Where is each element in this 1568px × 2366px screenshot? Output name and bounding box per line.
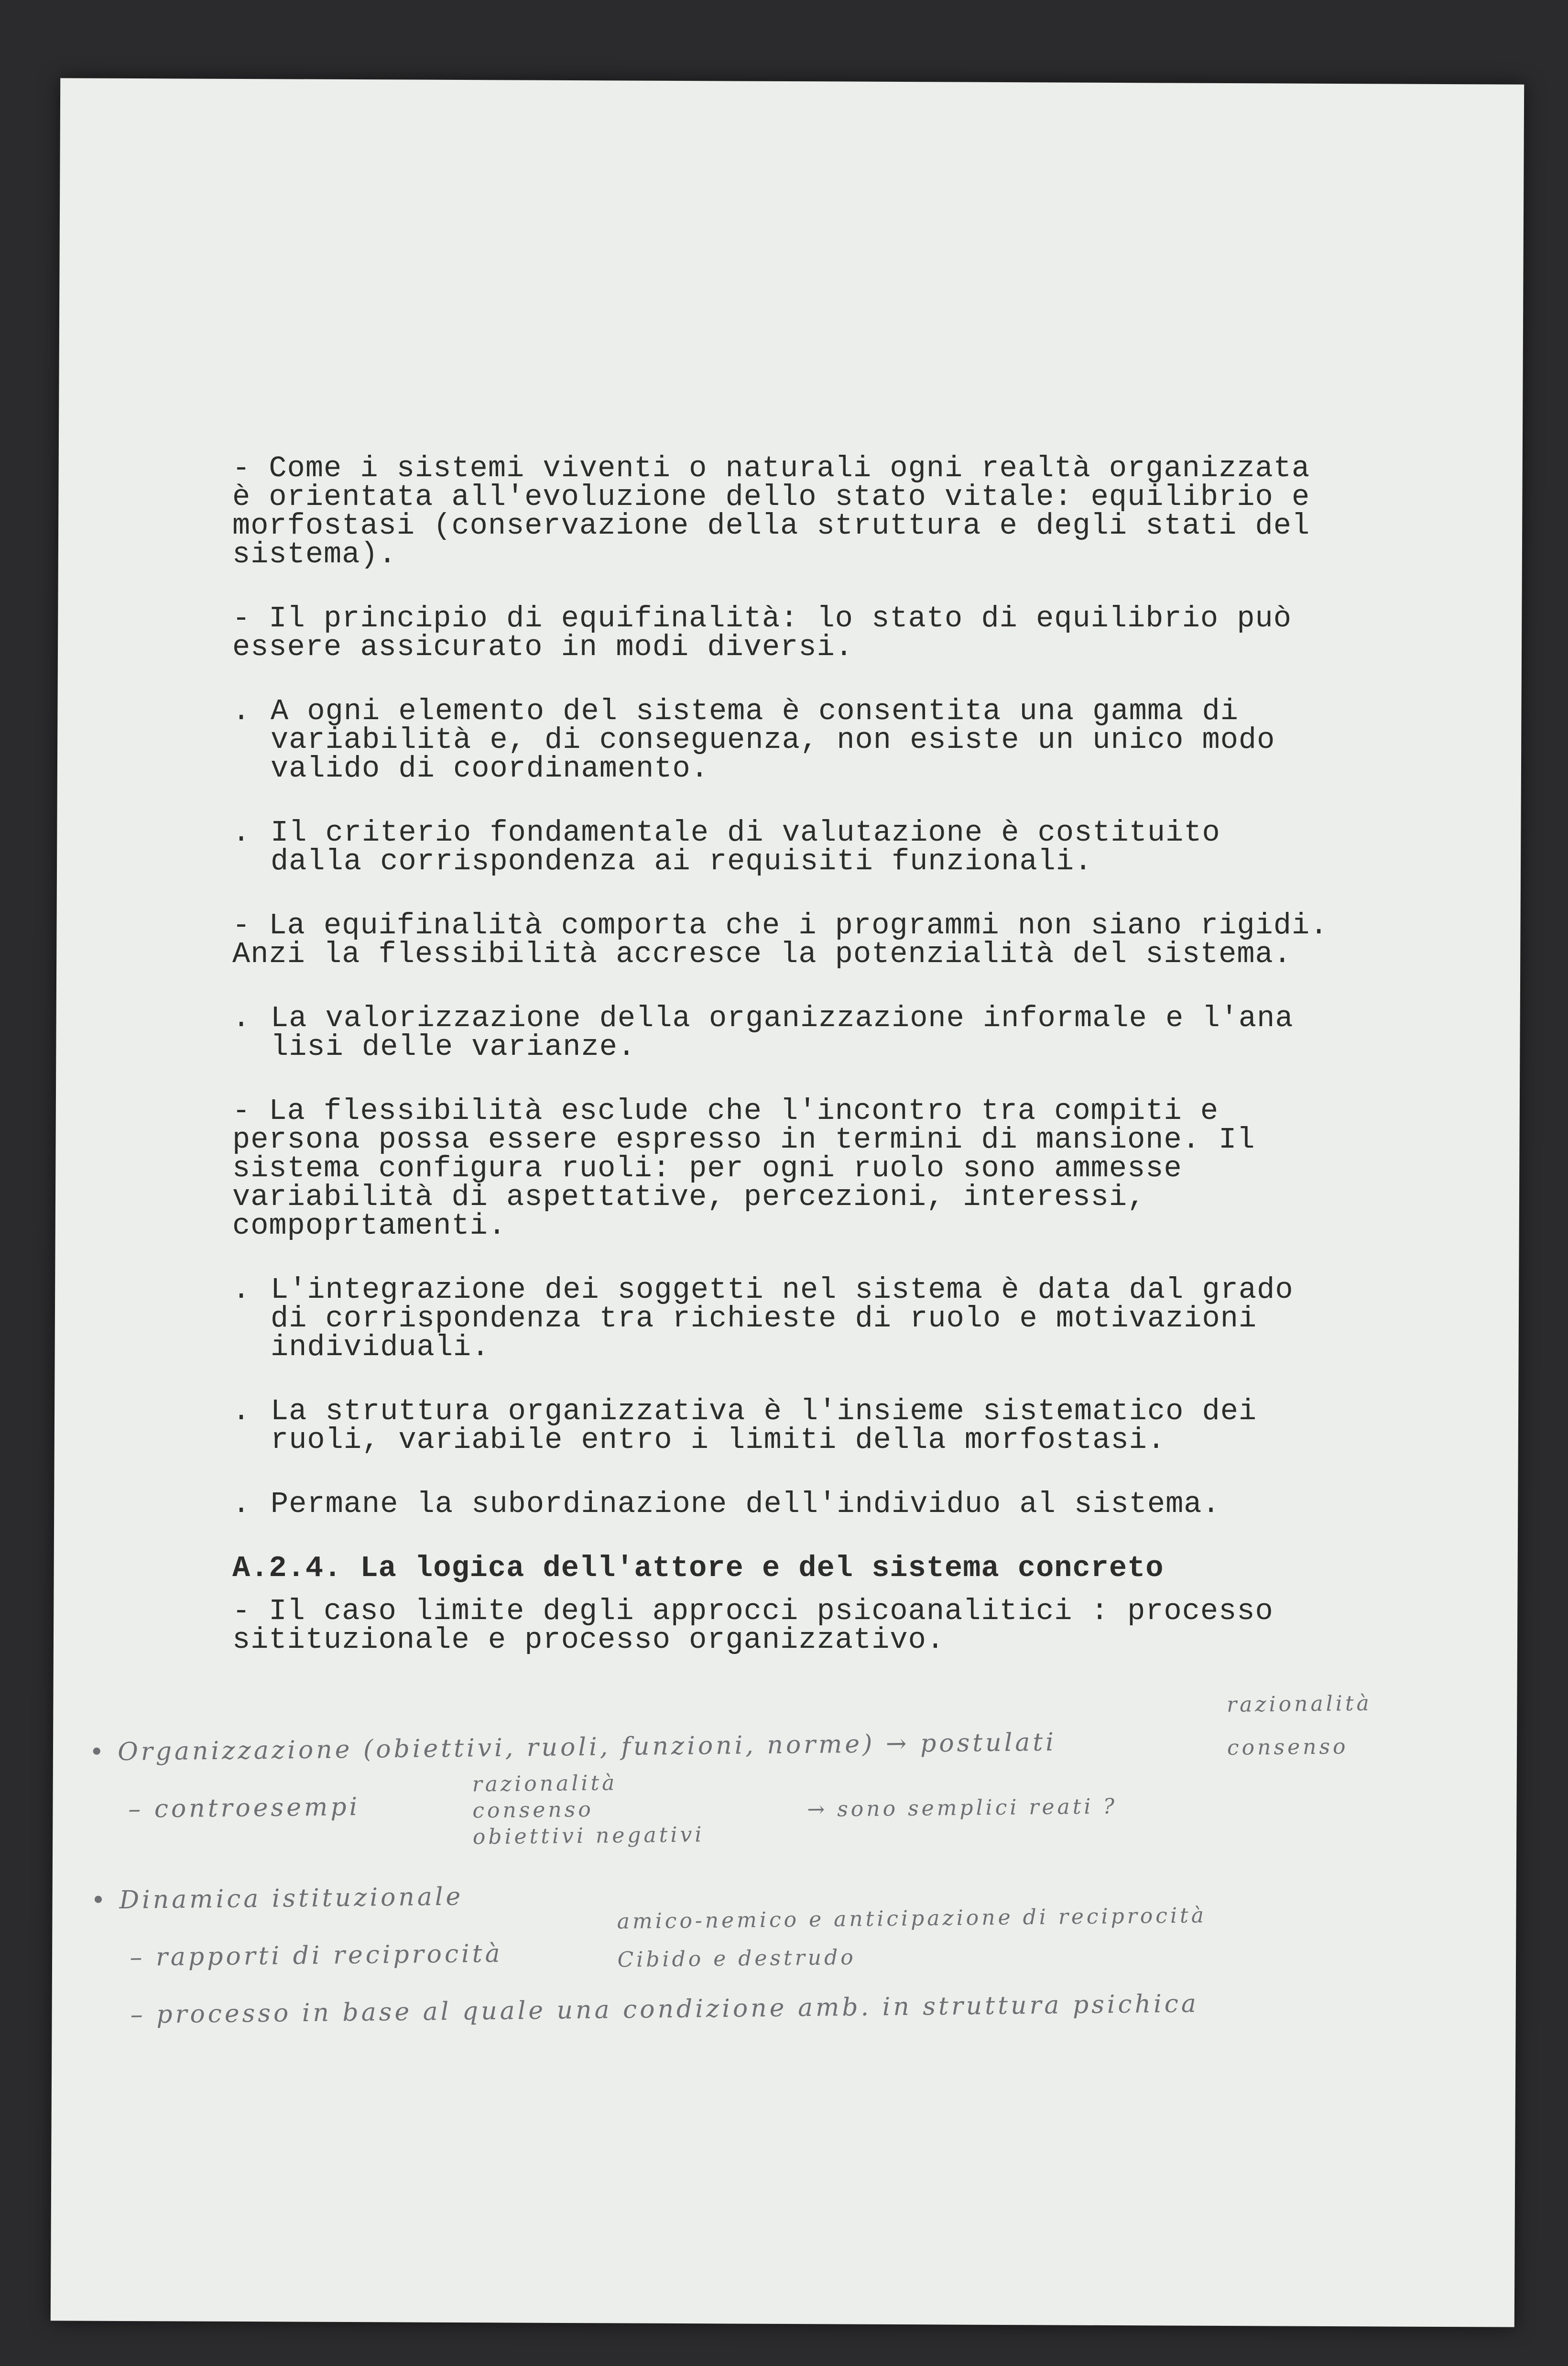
bullet-5-text: La struttura organizzativa è l'insieme sistematico dei ruoli, variabile entro i limiti della morfostasi. (271, 1394, 1257, 1457)
bullet-dot: . (232, 1273, 251, 1307)
hand-line-2-c: obiettivi negativi (472, 1822, 705, 1850)
bullet-1-text: A ogni elemento del sistema è consentita una gamma di variabilità e, di conseguenza, non esiste un unico modo valido di coordinamento. (271, 694, 1275, 786)
bullet-4-text: L'integrazione dei soggetti nel sistema è data dal grado di corrispondenza tra richieste di ruolo e motivazioni individuali. (271, 1273, 1294, 1364)
paragraph-3: - La equifinalità comporta che i programmi non siano rigidi. Anzi la flessibilità accresce la potenzialità del sistema. (232, 909, 1328, 971)
hand-line-2-b: consenso (472, 1797, 594, 1823)
bullet-2 (232, 816, 1341, 878)
hand-line-1-upper: razionalità (1226, 1691, 1372, 1717)
hand-line-4-text: – rapporti di reciprocità (130, 1939, 503, 1972)
hand-line-4-b: Cibido e destrudo (617, 1945, 856, 1972)
bullet-6-text: Permane la subordinazione dell'individuo al sistema. (271, 1487, 1220, 1521)
hand-line-3-text: • Dinamica istituzionale (90, 1882, 464, 1915)
bullet-dot: . (232, 1487, 251, 1521)
section-heading: A.2.4. La logica dell'attore e del sistema concreto (232, 1551, 1164, 1585)
paragraph-5: - Il caso limite degli approcci psicoanalitici : processo sitituzionale e processo organizzativo. (232, 1594, 1274, 1657)
paragraph-4: - La flessibilità esclude che l'incontro tra compiti e persona possa essere espresso in termini di mansione. Il sistema configura ruoli: per ogni ruolo sono ammesse variabilità di aspettative, percezioni, interessi, compoprtamenti. (232, 1094, 1255, 1243)
hand-line-5-text: – processo in base al quale una condizione amb. in struttura psichica (130, 1989, 1199, 2029)
bullet-dot: . (232, 1001, 251, 1035)
bullet-dot: . (232, 1394, 251, 1428)
bullet-4 (232, 1273, 1341, 1364)
bullet-5 (232, 1394, 1341, 1457)
bullet-1 (232, 694, 1341, 786)
paragraph-2: - Il principio di equifinalità: lo stato di equilibrio può essere assicurato in modi diversi. (232, 602, 1292, 664)
bullet-2-text: Il criterio fondamentale di valutazione è costituito dalla corrispondenza ai requisiti funzionali. (271, 816, 1220, 878)
bullet-6 (232, 1487, 1341, 1521)
hand-line-1-lower: consenso (1227, 1734, 1349, 1760)
hand-line-2-a: razionalità (472, 1771, 618, 1797)
bullet-dot: . (232, 694, 251, 728)
hand-line-2-d: → sono semplici reati ? (807, 1794, 1118, 1822)
handwritten-notes (89, 1691, 1431, 2048)
typed-text-block (232, 451, 1341, 1690)
bullet-dot: . (232, 816, 251, 850)
hand-line-2-text: – controesempi (128, 1792, 360, 1824)
hand-line-1-text: • Organizzazione (obiettivi, ruoli, funzioni, norme) → postulati (89, 1728, 1057, 1767)
bullet-3 (232, 1001, 1341, 1064)
bullet-3-text: La valorizzazione della organizzazione informale e l'ana lisi delle varianze. (271, 1001, 1294, 1064)
paragraph-1: - Come i sistemi viventi o naturali ogni realtà organizzata è orientata all'evoluzione dello stato vitale: equilibrio e morfostasi (conservazione della struttura e degli stati del sistema). (232, 451, 1310, 571)
hand-line-2 (90, 1772, 1429, 1876)
hand-line-4-a: amico-nemico e anticipazione di reciprocità (617, 1903, 1207, 1934)
